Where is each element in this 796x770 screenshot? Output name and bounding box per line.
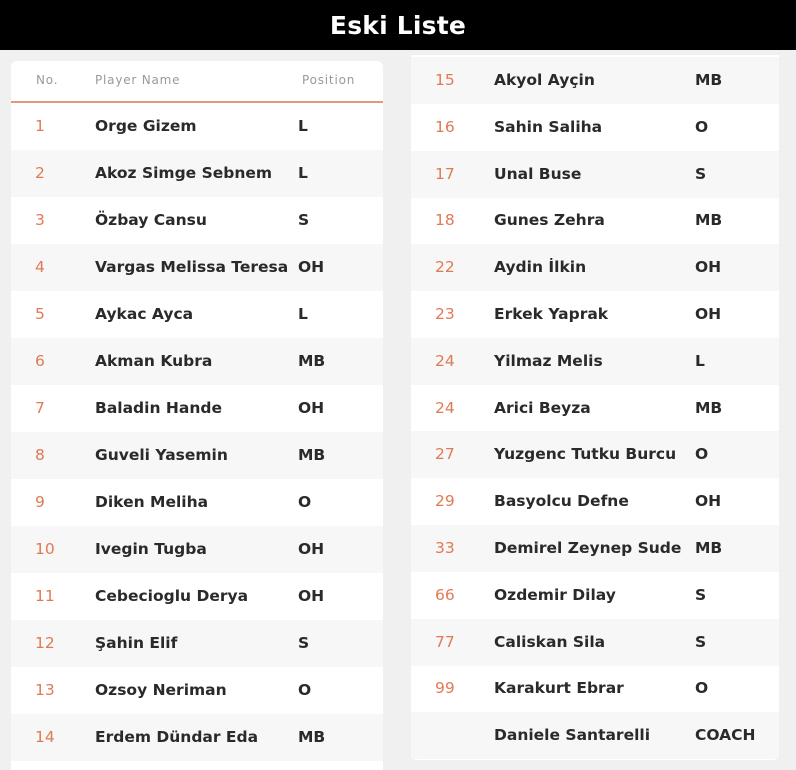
player-position: OH	[298, 540, 325, 558]
roster-table-left	[11, 61, 383, 770]
player-number: 11	[35, 587, 55, 605]
table-row	[11, 432, 383, 479]
player-position: O	[695, 679, 709, 698]
player-number: 33	[435, 539, 455, 557]
table-row	[411, 291, 779, 338]
player-position: MB	[695, 398, 723, 417]
table-row	[11, 150, 383, 197]
player-name: Caliskan Sila	[494, 632, 606, 651]
player-position: MB	[298, 446, 326, 464]
page-title: Eski Liste	[329, 10, 467, 40]
player-position: S	[298, 634, 310, 652]
player-position: OH	[298, 587, 325, 605]
table-row	[11, 103, 383, 150]
player-number: 9	[35, 493, 45, 511]
player-number: 16	[435, 117, 455, 136]
player-number: 29	[435, 492, 455, 511]
player-number: 4	[35, 258, 45, 276]
player-position: MB	[298, 352, 326, 370]
player-position: O	[298, 493, 312, 511]
table-row	[11, 197, 383, 244]
player-position: O	[298, 681, 312, 699]
table-row	[411, 665, 779, 712]
table-row	[411, 619, 779, 666]
player-name: Daniele Santarelli	[494, 726, 651, 745]
player-name: Diken Meliha	[95, 493, 209, 511]
player-number: 22	[435, 258, 455, 277]
table-row	[411, 572, 779, 619]
player-number: 3	[35, 211, 45, 229]
player-position: L	[695, 351, 705, 370]
player-name: Ozsoy Neriman	[95, 681, 227, 699]
table-row	[11, 338, 383, 385]
player-number: 13	[35, 681, 55, 699]
player-name: Özbay Cansu	[95, 211, 207, 229]
table-row	[11, 244, 383, 291]
player-position: MB	[695, 539, 723, 557]
table-row	[11, 291, 383, 338]
player-position: OH	[695, 305, 722, 323]
table-row	[11, 620, 383, 667]
player-name: Şahin Elif	[95, 634, 178, 652]
player-name: Orge Gizem	[95, 117, 197, 135]
player-position: OH	[695, 258, 722, 277]
player-number: 77	[435, 632, 455, 651]
player-number: 5	[35, 305, 45, 323]
player-name: Gunes Zehra	[494, 211, 605, 230]
table-row	[11, 714, 383, 761]
player-name: Cebecioglu Derya	[95, 587, 249, 605]
player-name: Yuzgenc Tutku Burcu	[494, 445, 677, 464]
player-position: OH	[298, 399, 325, 417]
table-row	[411, 385, 779, 432]
header-player-name: Player Name	[95, 73, 181, 87]
player-position: MB	[298, 728, 326, 746]
player-number: 6	[35, 352, 45, 370]
player-name: Aykac Ayca	[95, 305, 194, 323]
header-position: Position	[302, 73, 356, 87]
player-position: O	[695, 117, 709, 136]
player-position: S	[298, 211, 310, 229]
player-position: L	[298, 117, 308, 135]
table-row	[411, 197, 779, 244]
player-number: 2	[35, 164, 45, 182]
roster-table-right	[411, 55, 779, 760]
table-row	[411, 525, 779, 572]
table-row	[411, 431, 779, 478]
player-position: MB	[695, 211, 723, 230]
table-row	[11, 526, 383, 573]
player-position: S	[695, 585, 707, 604]
table-row	[411, 244, 779, 291]
table-row	[11, 667, 383, 714]
player-number: 18	[435, 211, 455, 230]
player-number: 15	[435, 71, 455, 89]
table-row	[411, 104, 779, 151]
player-number: 7	[35, 399, 45, 417]
player-name: Unal Buse	[494, 164, 582, 183]
player-number: 27	[435, 445, 455, 464]
player-position: OH	[298, 258, 325, 276]
player-position: COACH	[695, 726, 756, 745]
table-row	[411, 151, 779, 198]
player-name: Erdem Dündar Eda	[95, 728, 259, 746]
player-name: Aydin İlkin	[494, 258, 587, 277]
player-name: Ozdemir Dilay	[494, 585, 616, 604]
table-row	[11, 573, 383, 620]
player-name: Guveli Yasemin	[95, 446, 228, 464]
player-name: Akman Kubra	[95, 352, 213, 370]
player-name: Yilmaz Melis	[494, 351, 603, 370]
player-number: 17	[435, 164, 455, 183]
player-name: Ivegin Tugba	[95, 540, 207, 558]
table-row	[411, 338, 779, 385]
player-name: Demirel Zeynep Sude	[494, 539, 682, 557]
player-name: Vargas Melissa Teresa	[95, 258, 289, 276]
player-number: 23	[435, 305, 455, 323]
player-position: S	[695, 632, 707, 651]
player-name: Karakurt Ebrar	[494, 679, 624, 698]
player-name: Baladin Hande	[95, 399, 222, 417]
table-row	[11, 385, 383, 432]
player-name: Akyol Ayçin	[494, 71, 595, 89]
player-number: 12	[35, 634, 55, 652]
player-position: L	[298, 305, 308, 323]
player-position: S	[695, 164, 707, 183]
table-row	[11, 479, 383, 526]
table-header	[11, 61, 383, 103]
player-position: OH	[695, 492, 722, 511]
player-name: Sahin Saliha	[494, 117, 603, 136]
player-position: O	[695, 445, 709, 464]
player-position: L	[298, 164, 308, 182]
table-row	[411, 478, 779, 525]
table-row	[411, 57, 779, 104]
player-number: 24	[435, 398, 455, 417]
player-name: Arici Beyza	[494, 398, 591, 417]
player-number: 66	[435, 585, 455, 604]
player-name: Basyolcu Defne	[494, 492, 629, 511]
title-bar	[0, 0, 796, 50]
player-number: 1	[35, 117, 45, 135]
header-no: No.	[36, 73, 59, 87]
player-position: MB	[695, 71, 723, 89]
player-name: Akoz Simge Sebnem	[95, 164, 273, 182]
player-number: 99	[435, 679, 455, 698]
player-number: 8	[35, 446, 45, 464]
player-number: 10	[35, 540, 55, 558]
player-number: 14	[35, 728, 55, 746]
table-row	[411, 712, 779, 759]
player-number: 24	[435, 351, 455, 370]
player-name: Erkek Yaprak	[494, 305, 609, 323]
